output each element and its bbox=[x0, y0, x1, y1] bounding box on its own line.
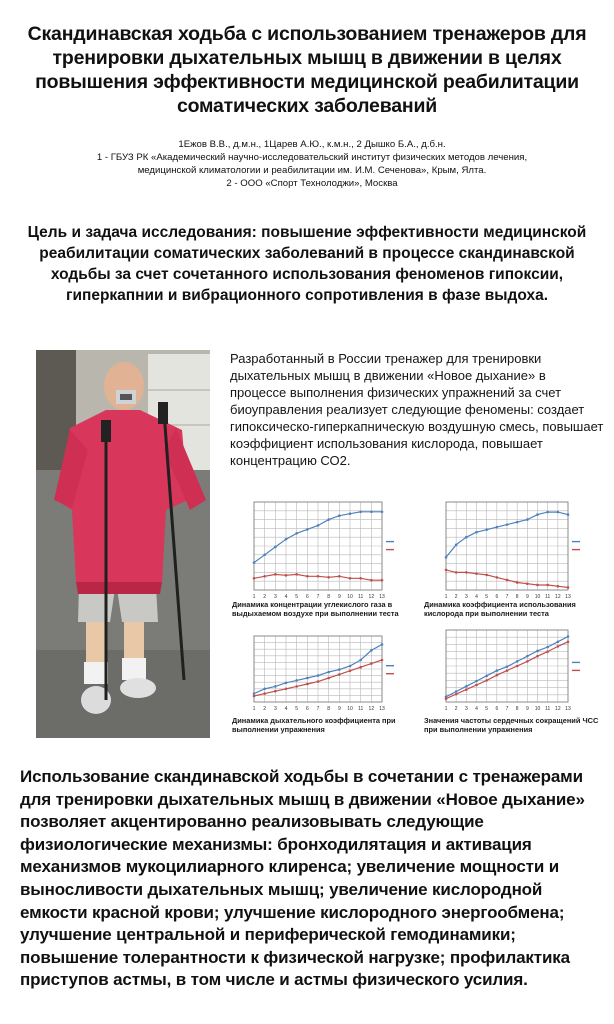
data-point bbox=[557, 511, 560, 514]
x-tick-label: 2 bbox=[454, 594, 458, 600]
data-point bbox=[455, 690, 458, 693]
x-tick-label: 7 bbox=[316, 594, 320, 600]
x-tick-label: 5 bbox=[295, 594, 299, 600]
data-point bbox=[274, 690, 277, 693]
data-point bbox=[306, 528, 309, 531]
x-tick-label: 7 bbox=[316, 706, 320, 712]
data-point bbox=[465, 536, 468, 539]
x-tick-label: 6 bbox=[305, 706, 309, 712]
x-tick-label: 2 bbox=[263, 594, 267, 600]
data-point bbox=[475, 680, 478, 683]
data-point bbox=[306, 575, 309, 578]
data-point bbox=[381, 510, 384, 513]
data-point bbox=[381, 643, 384, 646]
data-point bbox=[295, 679, 298, 682]
x-tick-label: 6 bbox=[495, 706, 499, 712]
data-point bbox=[349, 512, 352, 515]
data-point bbox=[317, 680, 320, 683]
x-tick-label: 12 bbox=[368, 594, 375, 600]
x-tick-label: 9 bbox=[525, 706, 529, 712]
chart-co2-plot bbox=[232, 494, 418, 604]
x-tick-label: 7 bbox=[505, 594, 509, 600]
data-point bbox=[475, 684, 478, 687]
data-point bbox=[455, 543, 458, 546]
data-point bbox=[359, 666, 362, 669]
trainer-description: Разработанный в России тренажер для тренировки дыхательных мышц в движении «Новое дыхание» в процессе выполнения физических упражнений за счет биоуправления реализует следующие феномены: создает гипоксическо-гиперкапническую воздушную смесь, повышает коэффициент использования кислорода, повышает концентрацию СО2. bbox=[230, 351, 604, 468]
research-goal: Цель и задача исследования: повышение эффективности медицинской реабилитации соматических заболеваний в процессе скандинавской ходьбы за счет сочетанного использования феноменов гипоксии, гиперкапнии и вибрационного сопротивления в фазе выдоха. bbox=[27, 224, 587, 304]
data-point bbox=[567, 586, 570, 589]
chart-co2 bbox=[232, 494, 418, 604]
x-tick-label: 6 bbox=[305, 594, 309, 600]
nordic-walking-photo bbox=[36, 350, 210, 738]
x-tick-label: 6 bbox=[495, 594, 499, 600]
data-point bbox=[557, 640, 560, 643]
data-point bbox=[455, 571, 458, 574]
data-point bbox=[506, 523, 509, 526]
data-point bbox=[445, 697, 448, 700]
data-point bbox=[526, 655, 529, 658]
authors-block bbox=[90, 138, 534, 190]
x-tick-label: 8 bbox=[515, 706, 519, 712]
affiliation-1: 1 - ГБУЗ РК «Академический научно-исследовательский институт физических методов лечения, медицинской климатологии и реабилитации им. И.М. Сеченова», Крым, Ялта. bbox=[96, 152, 528, 176]
x-tick-label: 11 bbox=[358, 594, 364, 600]
data-point bbox=[506, 579, 509, 582]
caption-chart-respiratory-coefficient: Динамика дыхательного коэффициента при выполнении упражнения bbox=[232, 716, 396, 734]
x-tick-label: 3 bbox=[273, 706, 277, 712]
data-point bbox=[485, 574, 488, 577]
data-point bbox=[253, 692, 256, 695]
data-point bbox=[475, 572, 478, 575]
poster-title: Скандинавская ходьба с использованием тренажеров для тренировки дыхательных мышц в движении в целях повышения эффективности медицинской реабилитации соматических заболеваний bbox=[27, 23, 587, 117]
x-tick-label: 8 bbox=[327, 706, 331, 712]
data-point bbox=[516, 521, 519, 524]
data-point bbox=[546, 584, 549, 587]
data-point bbox=[536, 650, 539, 653]
data-point bbox=[496, 674, 499, 677]
x-tick-label: 4 bbox=[284, 594, 288, 600]
chart-heart-rate bbox=[424, 622, 604, 716]
x-tick-label: 11 bbox=[545, 706, 551, 712]
x-tick-label: 2 bbox=[263, 706, 267, 712]
data-point bbox=[465, 571, 468, 574]
data-point bbox=[370, 579, 373, 582]
x-tick-label: 2 bbox=[454, 706, 458, 712]
data-point bbox=[465, 688, 468, 691]
data-point bbox=[516, 581, 519, 584]
data-point bbox=[526, 518, 529, 521]
data-point bbox=[295, 573, 298, 576]
x-tick-label: 11 bbox=[545, 594, 551, 600]
data-point bbox=[445, 569, 448, 572]
data-point bbox=[496, 669, 499, 672]
data-point bbox=[370, 510, 373, 513]
data-point bbox=[381, 659, 384, 662]
data-point bbox=[285, 538, 288, 541]
data-point bbox=[253, 695, 256, 698]
data-point bbox=[506, 669, 509, 672]
data-point bbox=[546, 511, 549, 514]
data-point bbox=[557, 645, 560, 648]
data-point bbox=[253, 561, 256, 564]
data-point bbox=[546, 650, 549, 653]
x-tick-label: 12 bbox=[555, 594, 561, 600]
data-point bbox=[485, 528, 488, 531]
data-point bbox=[263, 554, 266, 557]
data-point bbox=[359, 510, 362, 513]
data-point bbox=[327, 671, 330, 674]
x-tick-label: 1 bbox=[252, 706, 256, 712]
data-point bbox=[536, 513, 539, 516]
data-point bbox=[349, 670, 352, 673]
data-point bbox=[285, 688, 288, 691]
x-tick-label: 4 bbox=[475, 594, 478, 600]
data-point bbox=[506, 665, 509, 668]
caption-chart-co2: Динамика концентрации углекислого газа в выдыхаемом воздухе при выполнении теста bbox=[232, 600, 399, 618]
data-point bbox=[516, 665, 519, 668]
data-point bbox=[445, 556, 448, 559]
chart-heart-rate-plot bbox=[424, 622, 604, 716]
data-point bbox=[263, 688, 266, 691]
data-point bbox=[285, 574, 288, 577]
data-point bbox=[455, 693, 458, 696]
x-tick-label: 8 bbox=[327, 594, 331, 600]
authors-names: 1Ежов В.В., д.м.н., 1Царев А.Ю., к.м.н., 2 Дышко Б.А., д.б.н. bbox=[178, 139, 446, 150]
data-point bbox=[496, 526, 499, 529]
x-tick-label: 12 bbox=[368, 706, 375, 712]
data-point bbox=[485, 679, 488, 682]
x-tick-label: 12 bbox=[555, 706, 561, 712]
data-point bbox=[317, 674, 320, 677]
data-point bbox=[306, 683, 309, 686]
x-tick-label: 9 bbox=[337, 594, 341, 600]
data-point bbox=[327, 518, 330, 521]
data-point bbox=[567, 640, 570, 643]
x-tick-label: 5 bbox=[485, 594, 489, 600]
data-point bbox=[338, 673, 341, 676]
data-point bbox=[338, 514, 341, 517]
data-point bbox=[274, 546, 277, 549]
x-tick-label: 3 bbox=[464, 594, 468, 600]
data-point bbox=[274, 573, 277, 576]
x-tick-label: 4 bbox=[475, 706, 478, 712]
data-point bbox=[496, 576, 499, 579]
x-tick-label: 1 bbox=[252, 594, 256, 600]
data-point bbox=[349, 577, 352, 580]
data-point bbox=[526, 660, 529, 663]
data-point bbox=[536, 655, 539, 658]
chart-oxygen-usage bbox=[424, 494, 604, 604]
data-point bbox=[567, 513, 570, 516]
data-point bbox=[485, 675, 488, 678]
data-point bbox=[253, 577, 256, 580]
x-tick-label: 13 bbox=[565, 594, 571, 600]
x-tick-label: 11 bbox=[358, 706, 364, 712]
x-tick-label: 9 bbox=[337, 706, 341, 712]
data-point bbox=[338, 575, 341, 578]
data-point bbox=[359, 577, 362, 580]
x-tick-label: 1 bbox=[444, 706, 448, 712]
x-tick-label: 1 bbox=[444, 594, 448, 600]
data-point bbox=[381, 579, 384, 582]
data-point bbox=[285, 682, 288, 685]
data-point bbox=[306, 677, 309, 680]
x-tick-label: 4 bbox=[284, 706, 288, 712]
data-point bbox=[317, 575, 320, 578]
x-tick-label: 5 bbox=[485, 706, 489, 712]
x-tick-label: 13 bbox=[379, 594, 385, 600]
data-point bbox=[516, 660, 519, 663]
x-tick-label: 10 bbox=[347, 594, 353, 600]
x-tick-label: 10 bbox=[347, 706, 353, 712]
x-tick-label: 7 bbox=[505, 706, 509, 712]
data-point bbox=[327, 576, 330, 579]
data-point bbox=[274, 685, 277, 688]
data-point bbox=[475, 531, 478, 534]
caption-chart-oxygen-usage: Динамика коэффициента использования кислорода при выполнении теста bbox=[424, 600, 576, 618]
chart-respiratory-coefficient-plot bbox=[232, 628, 418, 716]
conclusion-text: Использование скандинавской ходьбы в сочетании с тренажерами для тренировки дыхательных мышц в движении «Новое дыхание» позволяет акцентированно реализовывать следующие физиологические механизмы: бронходилятация и активация механизмов мукоцилиарного клиренса; увеличение мощности и выносливости дыхательных мышц; увеличение кислородной емкости красной крови; улучшение кислородного энергообмена; улучшение центральной и периферической гемодинамики; повышение толерантности к физической нагрузке; профилактика приступов астмы, в том числе и астмы физического усилия. bbox=[20, 767, 585, 990]
x-tick-label: 9 bbox=[525, 594, 529, 600]
data-point bbox=[359, 659, 362, 662]
data-point bbox=[546, 646, 549, 649]
data-point bbox=[295, 685, 298, 688]
chart-oxygen-usage-plot bbox=[424, 494, 604, 604]
affiliation-2: 2 - ООО «Спорт Технолоджи», Москва bbox=[226, 178, 398, 189]
x-tick-label: 10 bbox=[534, 706, 541, 712]
caption-chart-heart-rate: Значения частоты сердечных сокращений ЧСС при выполнении упражнения bbox=[424, 716, 599, 734]
data-point bbox=[317, 524, 320, 527]
x-tick-label: 5 bbox=[295, 706, 299, 712]
data-point bbox=[295, 532, 298, 535]
data-point bbox=[327, 677, 330, 680]
data-point bbox=[557, 585, 560, 588]
x-tick-label: 13 bbox=[379, 706, 385, 712]
data-point bbox=[465, 685, 468, 688]
x-tick-label: 3 bbox=[464, 706, 468, 712]
data-point bbox=[526, 582, 529, 585]
x-tick-label: 8 bbox=[515, 594, 519, 600]
x-tick-label: 10 bbox=[534, 594, 541, 600]
data-point bbox=[349, 665, 352, 668]
data-point bbox=[263, 575, 266, 578]
data-point bbox=[567, 635, 570, 638]
chart-respiratory-coefficient bbox=[232, 628, 418, 716]
data-point bbox=[370, 649, 373, 652]
data-point bbox=[338, 668, 341, 671]
x-tick-label: 13 bbox=[565, 706, 571, 712]
data-point bbox=[370, 662, 373, 665]
data-point bbox=[536, 584, 539, 587]
x-tick-label: 3 bbox=[273, 594, 277, 600]
data-point bbox=[263, 692, 266, 695]
